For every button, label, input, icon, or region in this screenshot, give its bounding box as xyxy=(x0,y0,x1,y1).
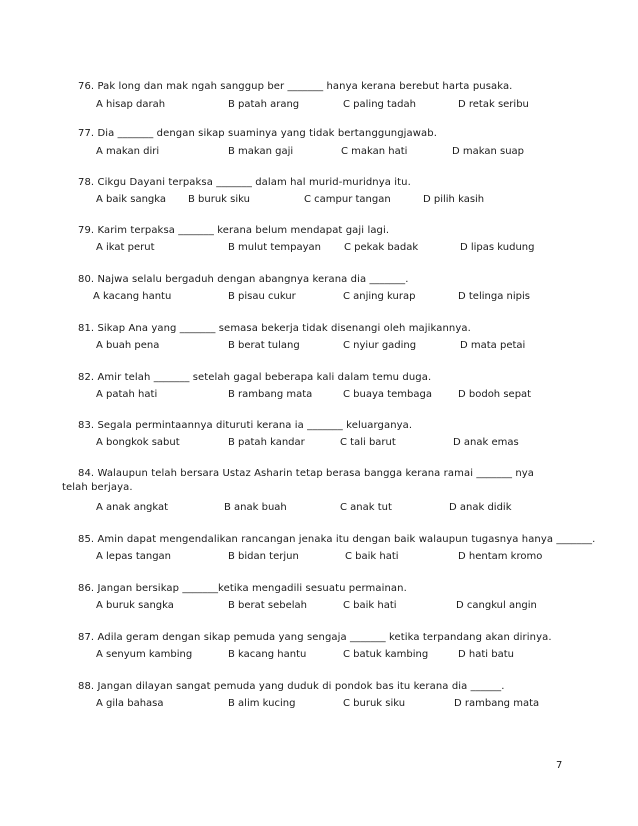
option-d: D pilih kasih xyxy=(423,194,485,205)
question-stem: 78. Cikgu Dayani terpaksa _______ dalam hal murid-muridnya itu. xyxy=(78,177,411,188)
question-stem: 81. Sikap Ana yang _______ semasa bekerja tidak disenangi oleh majikannya. xyxy=(78,323,471,334)
question-stem: 84. Walaupun telah bersara Ustaz Asharin tetap berasa bangga kerana ramai _______ nya telah berjaya. xyxy=(62,468,535,493)
option-b: B buruk siku xyxy=(188,194,250,205)
option-a: A hisap darah xyxy=(96,99,166,110)
option-d: D cangkul angin xyxy=(456,600,537,611)
option-b: B makan gaji xyxy=(228,146,294,157)
option-b: B mulut tempayan xyxy=(228,242,322,253)
option-c: C anjing kurap xyxy=(343,291,416,302)
option-b: B patah arang xyxy=(228,99,300,110)
question-stem: 86. Jangan bersikap _______ketika mengadili sesuatu permainan. xyxy=(78,583,407,594)
option-d: D hentam kromo xyxy=(458,551,543,562)
option-d: D retak seribu xyxy=(458,99,529,110)
option-a: A kacang hantu xyxy=(93,291,172,302)
question-stem: 83. Segala permintaannya dituruti kerana ia _______ keluarganya. xyxy=(78,420,413,431)
option-c: C anak tut xyxy=(340,502,392,513)
option-a: A gila bahasa xyxy=(96,698,164,709)
option-a: A makan diri xyxy=(96,146,160,157)
option-c: C tali barut xyxy=(340,437,396,448)
question-stem: 88. Jangan dilayan sangat pemuda yang duduk di pondok bas itu kerana dia ______. xyxy=(78,681,505,692)
option-d: D telinga nipis xyxy=(458,291,530,302)
option-d: D bodoh sepat xyxy=(458,389,532,400)
question-stem: 79. Karim terpaksa _______ kerana belum mendapat gaji lagi. xyxy=(78,225,390,236)
option-a: A senyum kambing xyxy=(96,649,193,660)
option-c: C baik hati xyxy=(343,600,397,611)
option-d: D makan suap xyxy=(452,146,525,157)
option-a: A patah hati xyxy=(96,389,158,400)
question-stem: 80. Najwa selalu bergaduh dengan abangnya kerana dia _______. xyxy=(78,274,409,285)
option-a: A lepas tangan xyxy=(96,551,172,562)
option-c: C paling tadah xyxy=(343,99,416,110)
option-c: C nyiur gading xyxy=(343,340,417,351)
option-c: C baik hati xyxy=(345,551,399,562)
option-b: B bidan terjun xyxy=(228,551,299,562)
option-c: C buruk siku xyxy=(343,698,406,709)
option-c: C buaya tembaga xyxy=(343,389,432,400)
option-b: B berat tulang xyxy=(228,340,300,351)
option-c: C pekak badak xyxy=(344,242,419,253)
question-stem: 85. Amin dapat mengendalikan rancangan jenaka itu dengan baik walaupun tugasnya hanya _______. xyxy=(78,534,596,545)
option-c: C batuk kambing xyxy=(343,649,429,660)
question-stem: 87. Adila geram dengan sikap pemuda yang sengaja _______ ketika terpandang akan dirinya. xyxy=(78,632,552,643)
option-a: A buah pena xyxy=(96,340,160,351)
option-c: C campur tangan xyxy=(304,194,391,205)
option-d: D rambang mata xyxy=(454,698,540,709)
page-number: 7 xyxy=(556,760,563,771)
option-b: B pisau cukur xyxy=(228,291,296,302)
option-b: B patah kandar xyxy=(228,437,305,448)
option-a: A anak angkat xyxy=(96,502,169,513)
option-a: A ikat perut xyxy=(96,242,155,253)
question-stem: 77. Dia _______ dengan sikap suaminya yang tidak bertanggungjawab. xyxy=(78,128,438,139)
option-b: B alim kucing xyxy=(228,698,296,709)
option-d: D anak emas xyxy=(453,437,519,448)
option-d: D lipas kudung xyxy=(460,242,535,253)
option-b: B kacang hantu xyxy=(228,649,307,660)
option-d: D anak didik xyxy=(449,502,512,513)
option-b: B anak buah xyxy=(224,502,287,513)
question-stem: 76. Pak long dan mak ngah sanggup ber _______ hanya kerana berebut harta pusaka. xyxy=(78,81,513,92)
option-a: A baik sangka xyxy=(96,194,167,205)
option-d: D hati batu xyxy=(458,649,514,660)
option-d: D mata petai xyxy=(460,340,526,351)
option-a: A bongkok sabut xyxy=(96,437,180,448)
option-c: C makan hati xyxy=(341,146,408,157)
option-b: B rambang mata xyxy=(228,389,313,400)
question-stem: 82. Amir telah _______ setelah gagal beberapa kali dalam temu duga. xyxy=(78,372,432,383)
option-b: B berat sebelah xyxy=(228,600,307,611)
option-a: A buruk sangka xyxy=(96,600,174,611)
